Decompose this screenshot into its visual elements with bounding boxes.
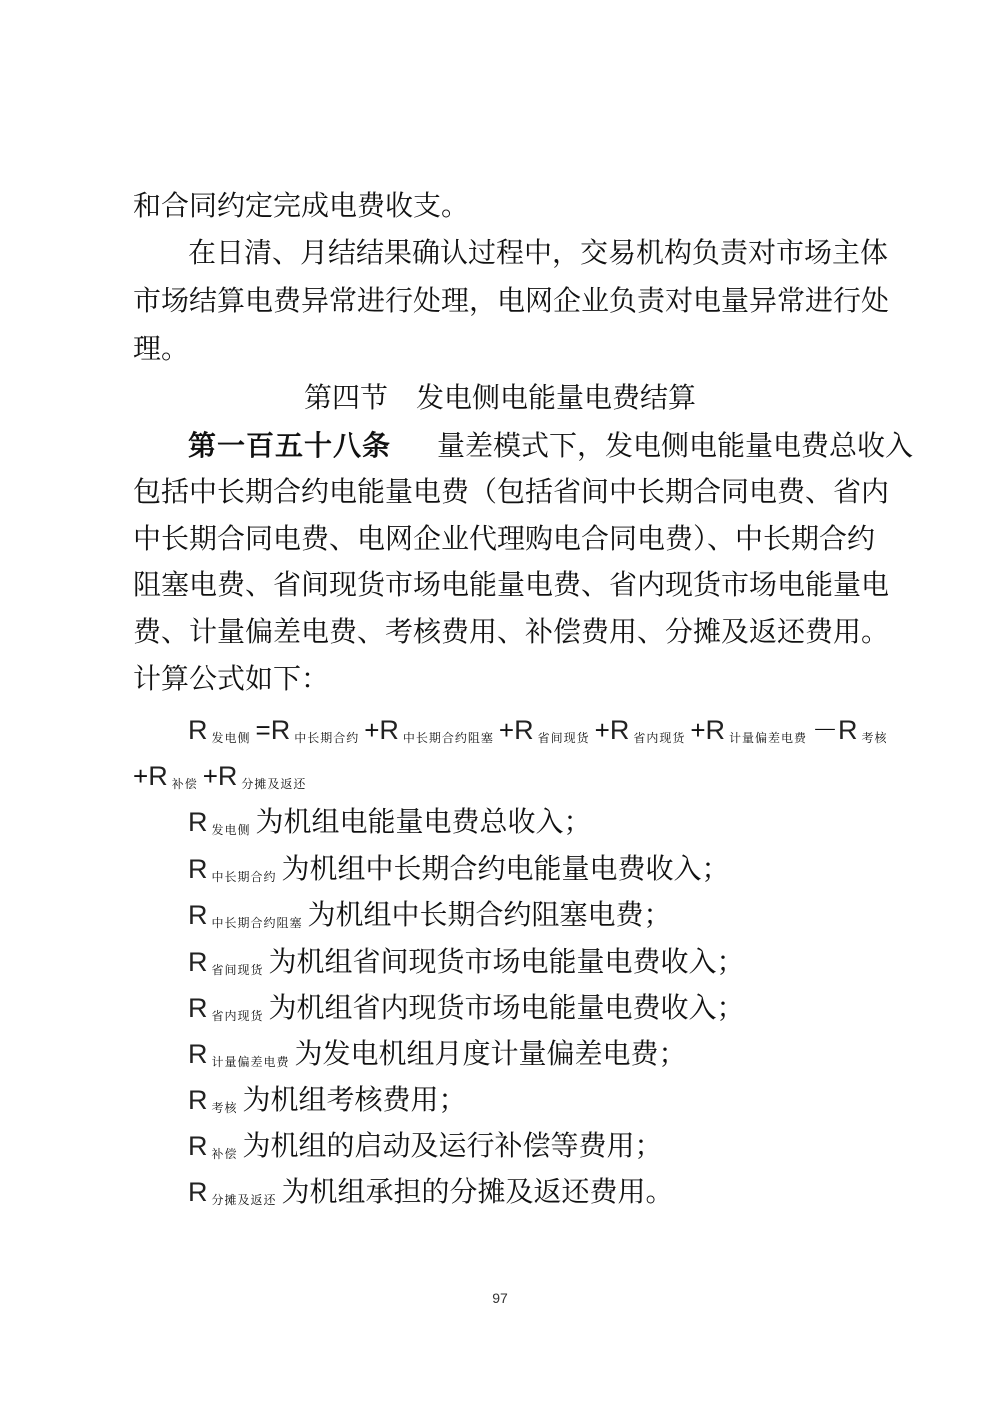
article-number: 第一百五十八条 — [188, 429, 392, 462]
article-first-line — [0, 428, 1000, 464]
formula-subscript: 计量偏差电费 — [729, 731, 808, 745]
definition-item — [0, 804, 1000, 848]
formula-subscript: 中长期合约 — [294, 731, 360, 745]
definition-subscript: 省间现货 — [211, 963, 264, 977]
definition-item — [0, 990, 1000, 1034]
article-line-2: 包括中长期合约电能量电费（包括省间中长期合同电费、省内 — [133, 475, 890, 508]
definition-symbol: R — [188, 854, 208, 884]
definition-text: 为机组省间现货市场电能量电费收入； — [268, 945, 745, 978]
definition-subscript: 考核 — [211, 1101, 238, 1115]
definition-symbol: R — [188, 1085, 208, 1115]
formula-symbol: R — [514, 715, 534, 745]
formula-line-2 — [0, 758, 1000, 802]
definition-item — [0, 897, 1000, 941]
formula-operator: + — [690, 715, 706, 745]
definition-text: 为机组省内现货市场电能量电费收入； — [268, 991, 745, 1024]
formula-subscript: 省间现货 — [537, 731, 590, 745]
definition-subscript: 中长期合约 — [211, 870, 277, 884]
definition-item — [0, 1036, 1000, 1080]
definition-symbol: R — [188, 900, 208, 930]
formula-operator: + — [202, 761, 218, 791]
page-number: 97 — [492, 1290, 508, 1306]
definition-text: 为发电机组月度计量偏差电费； — [294, 1037, 687, 1070]
article-line-3: 中长期合同电费、电网企业代理购电合同电费）、中长期合约 — [133, 522, 876, 555]
formula-subscript: 分摊及返还 — [241, 777, 307, 791]
formula-subscript: 中长期合约阻塞 — [402, 731, 494, 745]
definition-text: 为机组考核费用； — [242, 1083, 467, 1116]
paragraph-2-line-2: 市场结算电费异常进行处理，电网企业负责对电量异常进行处 — [133, 284, 890, 317]
article-first-line-text: 量差模式下，发电侧电能量电费总收入 — [437, 429, 914, 462]
definition-symbol: R — [188, 1131, 208, 1161]
formula-symbol: R — [705, 715, 726, 745]
definition-subscript: 计量偏差电费 — [211, 1055, 290, 1069]
formula-operator: + — [364, 715, 380, 745]
formula-subscript: 发电侧 — [211, 731, 251, 745]
definition-symbol: R — [188, 993, 208, 1023]
formula-subscript: 补偿 — [171, 777, 198, 791]
formula-operator: + — [498, 715, 515, 745]
article-line-4: 阻塞电费、省间现货市场电能量电费、省内现货市场电能量电 — [133, 568, 890, 601]
definition-item — [0, 1128, 1000, 1172]
formula-line-1 — [0, 712, 1000, 756]
definition-text: 为机组电能量电费总收入； — [255, 805, 592, 838]
definition-subscript: 补偿 — [211, 1147, 238, 1161]
definition-text: 为机组中长期合约电能量电费收入； — [281, 852, 730, 885]
definition-item — [0, 944, 1000, 988]
paragraph-2-line-3: 理。 — [133, 332, 190, 365]
definition-item — [0, 1082, 1000, 1126]
formula-operator: + — [594, 715, 610, 745]
formula-subscript: 省内现货 — [633, 731, 686, 745]
definition-subscript: 发电侧 — [211, 823, 251, 837]
section-heading: 第四节 发电侧电能量电费结算 — [303, 381, 696, 414]
formula-symbol: R — [609, 715, 630, 745]
definition-symbol: R — [188, 1039, 208, 1069]
definition-subscript: 省内现货 — [211, 1009, 264, 1023]
formula-operator: + — [133, 761, 149, 791]
formula-operator: － — [812, 715, 839, 745]
formula-symbol: R — [838, 715, 858, 745]
formula-operator: = — [255, 715, 271, 745]
definition-text: 为机组承担的分摊及返还费用。 — [281, 1175, 674, 1208]
definition-symbol: R — [188, 947, 208, 977]
formula-symbol: R — [188, 715, 208, 745]
definition-symbol: R — [188, 1177, 208, 1207]
formula-subscript: 考核 — [861, 731, 888, 745]
formula-symbol: R — [379, 715, 399, 745]
article-line-6: 计算公式如下： — [133, 662, 330, 695]
definition-subscript: 分摊及返还 — [211, 1193, 277, 1207]
definition-item — [0, 851, 1000, 895]
definition-symbol: R — [188, 807, 208, 837]
formula-symbol: R — [217, 761, 238, 791]
formula-symbol: R — [270, 715, 291, 745]
paragraph-2-line-1: 在日清、月结结果确认过程中，交易机构负责对市场主体 — [188, 236, 889, 269]
definition-item — [0, 1174, 1000, 1218]
definition-text: 为机组的启动及运行补偿等费用； — [242, 1129, 663, 1162]
definition-subscript: 中长期合约阻塞 — [211, 916, 303, 930]
definition-text: 为机组中长期合约阻塞电费； — [307, 898, 672, 931]
paragraph-1-line-1: 和合同约定完成电费收支。 — [133, 189, 470, 222]
article-line-5: 费、计量偏差电费、考核费用、补偿费用、分摊及返还费用。 — [133, 615, 890, 648]
formula-symbol: R — [148, 761, 168, 791]
